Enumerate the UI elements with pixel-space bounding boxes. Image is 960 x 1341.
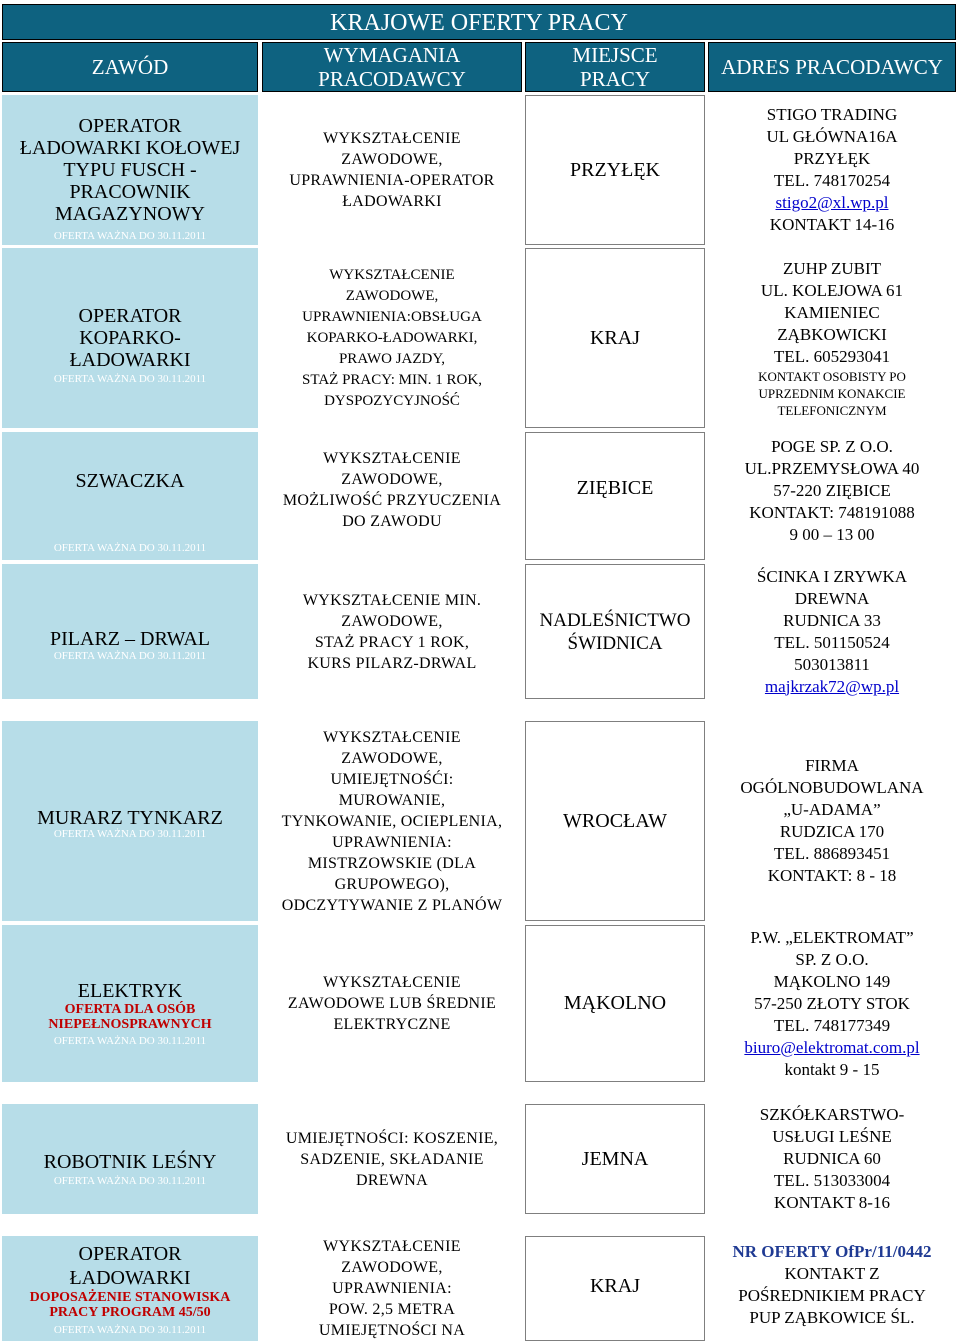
requirement-line: ZAWODOWE, xyxy=(341,749,443,767)
column-header-employer-address: ADRES PRACODAWCY xyxy=(708,42,956,92)
address-line: KONTAKT 14-16 xyxy=(769,215,895,234)
address-line: 9 00 – 13 00 xyxy=(789,525,875,544)
occupation-line: ŁADOWARKI xyxy=(69,349,191,371)
requirements-cell xyxy=(262,95,522,245)
requirement-line: KURS PILARZ-DRWAL xyxy=(307,654,477,672)
occupation-name xyxy=(30,1236,231,1320)
requirement-line: KOPARKO-ŁADOWARKI, xyxy=(306,329,478,346)
requirement-line: STAŻ PRACY: MIN. 1 ROK, xyxy=(302,371,482,388)
occupation-name xyxy=(76,470,185,492)
requirement-line: WYKSZTAŁCENIE xyxy=(323,130,461,147)
requirement-line: UPRAWNIENIA-OPERATOR xyxy=(289,172,495,189)
column-header-requirements xyxy=(262,42,522,92)
address-line: POGE SP. Z O.O. xyxy=(771,437,893,456)
occupation-cell xyxy=(2,1104,258,1214)
requirement-line: GRUPOWEGO), xyxy=(334,875,450,893)
occupation-name xyxy=(44,1151,217,1173)
occupation-line: MURARZ TYNKARZ xyxy=(37,807,223,829)
address-line: 57-220 ZIĘBICE xyxy=(773,481,891,500)
column-header-workplace xyxy=(525,42,705,92)
requirement-line: PRAWO JAZDY, xyxy=(338,350,446,367)
workplace-name: NADLEŚNICTWO xyxy=(539,609,691,631)
requirement-line: ZAWODOWE, xyxy=(341,151,443,168)
occupation-name xyxy=(50,628,210,650)
occupation-line: MAGAZYNOWY xyxy=(55,203,205,225)
email-link[interactable]: majkrzak72@wp.pl xyxy=(764,676,900,696)
requirement-line: UMIEJĘTNOŚCI: KOSZENIE, xyxy=(285,1129,499,1147)
requirement-line: DREWNA xyxy=(355,1171,428,1189)
requirement-line: ODCZYTYWANIE Z PLANÓW xyxy=(281,896,503,914)
requirement-line: MISTRZOWSKIE (DLA xyxy=(307,854,477,872)
requirement-line: WYKSZTAŁCENIE xyxy=(323,1238,461,1255)
address-line: TEL. 748177349 xyxy=(773,1015,891,1035)
employer-address-cell xyxy=(708,721,956,921)
workplace-cell xyxy=(525,1236,705,1341)
requirements-cell xyxy=(262,1236,522,1341)
address-line: OGÓLNOBUDOWLANA xyxy=(740,778,924,797)
occupation-name xyxy=(2,980,258,1032)
employer-address-cell xyxy=(708,925,956,1082)
employer-address-cell xyxy=(708,95,956,245)
workplace-name: KRAJ xyxy=(589,1275,640,1297)
occupation-cell xyxy=(2,925,258,1082)
address-line: KONTAKT OSOBISTY PO xyxy=(758,368,906,384)
address-line: MĄKOLNO 149 xyxy=(773,971,891,991)
address-line: ZĄBKOWICKI xyxy=(777,324,887,344)
occupation-note: PRACY PROGRAM 45/50 xyxy=(49,1305,211,1320)
address-line: PUP ZĄBKOWICE ŚL. xyxy=(749,1308,915,1327)
address-line: P.W. „ELEKTROMAT” xyxy=(750,927,914,947)
address-line: SZKÓŁKARSTWO- xyxy=(759,1105,905,1124)
address-line: USŁUGI LEŚNE xyxy=(772,1127,892,1146)
validity-note: OFERTA WAŻNA DO 30.11.2011 xyxy=(53,1035,207,1047)
occupation-line: ŁADOWARKI xyxy=(69,1267,191,1289)
address-line: kontakt 9 - 15 xyxy=(784,1059,880,1079)
address-line: DREWNA xyxy=(794,588,870,608)
address-line: ŚCINKA I ZRYWKA xyxy=(756,566,908,586)
workplace-name: ZIĘBICE xyxy=(576,477,654,499)
workplace-name: PRZYŁĘK xyxy=(570,158,660,181)
requirement-line: MUROWANIE, xyxy=(338,791,446,809)
requirement-line: WYKSZTAŁCENIE MIN. xyxy=(302,591,482,609)
address-line: UL.PRZEMYSŁOWA 40 xyxy=(744,459,920,478)
requirement-line: ZAWODOWE, xyxy=(341,471,443,488)
requirements-cell xyxy=(262,564,522,699)
requirements-cell xyxy=(262,1104,522,1214)
address-line: TEL. 501150524 xyxy=(774,632,890,652)
validity-note: OFERTA WAŻNA DO 30.11.2011 xyxy=(53,1175,207,1187)
validity-note: OFERTA WAŻNA DO 30.11.2011 xyxy=(53,828,207,840)
occupation-name xyxy=(69,305,190,371)
occupation-note: NIEPEŁNOSPRAWNYCH xyxy=(48,1017,212,1032)
column-header-occupation: ZAWÓD xyxy=(2,42,258,92)
email-link[interactable]: biuro@elektromat.com.pl xyxy=(744,1037,920,1057)
address-line: KONTAKT: 748191088 xyxy=(749,503,915,522)
occupation-line: OPERATOR xyxy=(78,305,182,327)
requirement-line: MOŻLIWOŚĆ PRZYUCZENIA xyxy=(282,492,502,509)
address-line: SP. Z O.O. xyxy=(795,949,869,969)
occupation-line: SZWACZKA xyxy=(75,470,185,492)
occupation-note: OFERTA DLA OSÓB xyxy=(64,1002,196,1017)
requirement-line: POW. 2,5 METRA xyxy=(328,1301,456,1318)
workplace-cell xyxy=(525,925,705,1082)
occupation-line: TYPU FUSCH - xyxy=(63,159,197,181)
requirement-line: WYKSZTAŁCENIE xyxy=(329,266,455,283)
workplace-name: KRAJ xyxy=(589,326,640,349)
employer-address-cell xyxy=(708,1104,956,1214)
header-line: MIEJSCE xyxy=(572,43,658,67)
requirement-line: WYKSZTAŁCENIE xyxy=(323,974,461,991)
occupation-line: ROBOTNIK LEŚNY xyxy=(43,1151,217,1173)
requirement-line: UMIEJĘTNOŚCI NA xyxy=(318,1322,466,1339)
address-line: 57-250 ZŁOTY STOK xyxy=(754,993,910,1013)
requirement-line: ZAWODOWE, xyxy=(341,1259,443,1276)
validity-note: OFERTA WAŻNA DO 30.11.2011 xyxy=(53,542,207,554)
requirement-line: ZAWODOWE LUB ŚREDNIE xyxy=(287,995,497,1012)
address-line: TEL. 513033004 xyxy=(773,1171,891,1190)
employer-address-cell xyxy=(708,432,956,560)
occupation-cell xyxy=(2,721,258,921)
workplace-cell xyxy=(525,432,705,560)
employer-address-cell xyxy=(708,564,956,699)
address-line: UL. KOLEJOWA 61 xyxy=(760,280,904,300)
address-line: RUDNICA 33 xyxy=(783,610,881,630)
requirement-line: TYNKOWANIE, OCIEPLENIA, xyxy=(281,812,503,830)
workplace-cell xyxy=(525,1104,705,1214)
address-line: UPRZEDNIM KONAKCIE xyxy=(758,385,906,401)
address-line: POŚREDNIKIEM PRACY xyxy=(738,1286,926,1305)
address-line: FIRMA xyxy=(805,756,859,775)
address-line: TEL. 605293041 xyxy=(773,346,891,366)
requirements-cell xyxy=(262,925,522,1082)
address-line: ZUHP ZUBIT xyxy=(782,258,882,278)
occupation-cell xyxy=(2,564,258,699)
requirement-line: UMIEJĘTNOŚĆI: xyxy=(330,770,454,788)
workplace-name: JEMNA xyxy=(581,1147,649,1170)
validity-note: OFERTA WAŻNA DO 30.11.2011 xyxy=(53,373,207,385)
offer-number: NR OFERTY OfPr/11/0442 xyxy=(732,1242,932,1261)
requirements-cell xyxy=(262,721,522,921)
workplace-name: WROCŁAW xyxy=(563,809,667,832)
requirement-line: ZAWODOWE, xyxy=(341,612,443,630)
workplace-cell xyxy=(525,564,705,699)
validity-note: OFERTA WAŻNA DO 30.11.2011 xyxy=(53,650,207,662)
occupation-name xyxy=(37,807,223,829)
requirement-line: UPRAWNIENIA:OBSŁUGA xyxy=(302,308,482,325)
header-line: WYMAGANIA xyxy=(323,43,461,67)
workplace-cell xyxy=(525,95,705,245)
address-line: TEL. 886893451 xyxy=(773,844,891,863)
address-line: KONTAKT: 8 - 18 xyxy=(767,866,897,885)
employer-address-cell xyxy=(708,1236,956,1341)
address-line: „U-ADAMA” xyxy=(783,800,881,819)
header-line: PRACODAWCY xyxy=(318,67,466,91)
employer-address-cell xyxy=(708,248,956,428)
occupation-line: OPERATOR xyxy=(78,1243,182,1265)
address-line: TELEFONICZNYM xyxy=(777,402,887,418)
address-line: RUDZICA 170 xyxy=(779,822,885,841)
requirements-cell xyxy=(262,432,522,560)
address-line: RUDNICA 60 xyxy=(783,1149,881,1168)
requirement-line: WYKSZTAŁCENIE xyxy=(323,450,461,467)
address-line: TEL. 748170254 xyxy=(773,171,891,190)
requirement-line: ZAWODOWE, xyxy=(345,287,439,304)
occupation-name xyxy=(20,115,241,225)
validity-note: OFERTA WAŻNA DO 30.11.2011 xyxy=(53,1324,207,1336)
address-line: KONTAKT Z xyxy=(784,1264,880,1283)
email-link[interactable]: stigo2@xl.wp.pl xyxy=(775,193,889,212)
requirement-line: ELEKTRYCZNE xyxy=(333,1016,451,1033)
requirement-line: WYKSZTAŁCENIE xyxy=(323,728,461,746)
requirement-line: DYSPOZYCYJNOŚĆ xyxy=(324,392,460,409)
occupation-note: DOPOSAŻENIE STANOWISKA xyxy=(29,1290,231,1305)
requirements-cell xyxy=(262,248,522,428)
requirement-line: STAŻ PRACY 1 ROK, xyxy=(314,633,470,651)
workplace-cell xyxy=(525,721,705,921)
occupation-line: ELEKTRYK xyxy=(77,980,183,1002)
requirement-line: UPRAWNIENIA: xyxy=(332,833,452,851)
workplace-name: MĄKOLNO xyxy=(563,992,667,1014)
address-line: KAMIENIEC xyxy=(784,302,880,322)
occupation-line: ŁADOWARKI KOŁOWEJ xyxy=(19,137,241,159)
occupation-cell xyxy=(2,248,258,428)
workplace-cell xyxy=(525,248,705,428)
requirement-line: ŁADOWARKI xyxy=(342,193,442,210)
occupation-line: OPERATOR xyxy=(78,115,182,137)
validity-note: OFERTA WAŻNA DO 30.11.2011 xyxy=(53,230,207,242)
address-line: 503013811 xyxy=(794,654,870,674)
occupation-line: PILARZ – DRWAL xyxy=(50,628,210,650)
workplace-name: ŚWIDNICA xyxy=(567,632,663,654)
requirement-line: SADZENIE, SKŁADANIE xyxy=(300,1150,484,1168)
page-title: KRAJOWE OFERTY PRACY xyxy=(2,4,956,40)
address-line: KONTAKT 8-16 xyxy=(774,1193,890,1212)
occupation-cell xyxy=(2,432,258,560)
requirement-line: UPRAWNIENIA: xyxy=(332,1280,452,1297)
occupation-line: PRACOWNIK xyxy=(69,181,191,203)
requirement-line: DO ZAWODU xyxy=(342,513,442,530)
occupation-cell xyxy=(2,1236,258,1341)
header-line: PRACY xyxy=(579,67,651,91)
occupation-line: KOPARKO- xyxy=(79,327,181,349)
address-line: UL GŁÓWNA16A xyxy=(766,127,898,146)
occupation-cell xyxy=(2,95,258,245)
address-line: STIGO TRADING xyxy=(766,105,898,124)
address-line: PRZYŁĘK xyxy=(793,149,871,168)
